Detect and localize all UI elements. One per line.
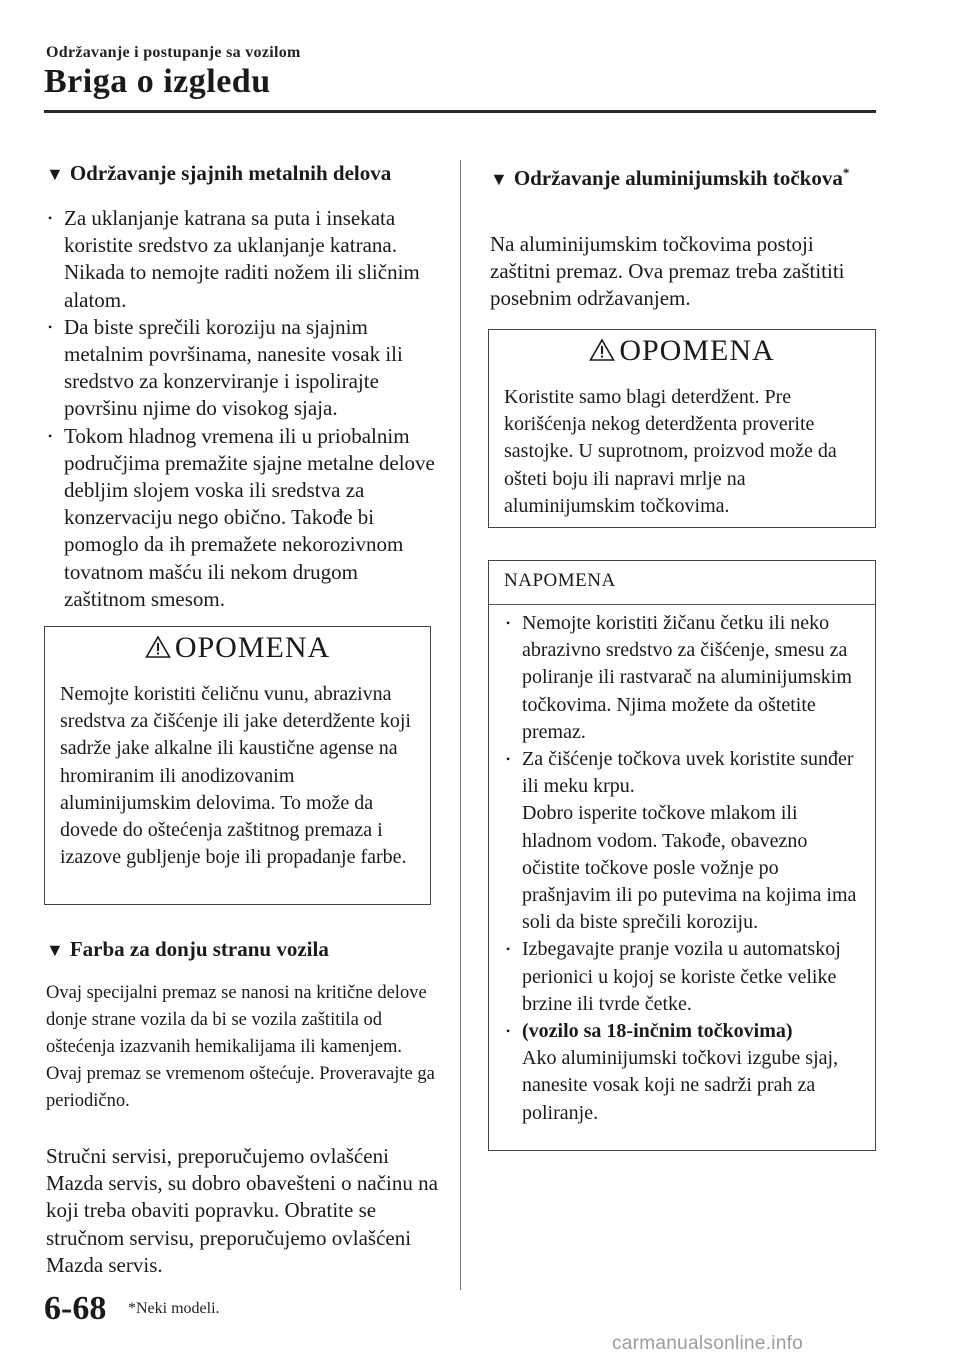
- list-item: • Nemojte koristiti žičanu četku ili neko abrazivno sredstvo za čišćenje, smesu za poliranje ili rastvarač na aluminijumskim točkovima. Njima možete da oštetite premaz.: [504, 610, 863, 746]
- list-item-subtitle: • (vozilo sa 18-inčnim točkovima): [522, 1020, 793, 1043]
- note-bullets: [504, 610, 863, 1127]
- note-divider: [489, 604, 875, 605]
- heading-shiny-metal: [46, 158, 446, 189]
- footnote-mark: *: [842, 165, 850, 180]
- caution-title-row: [45, 631, 430, 667]
- note-box: [488, 560, 876, 1151]
- section-label: Održavanje i postupanje sa vozilom: [46, 44, 301, 61]
- watermark: carmanualsonline.info: [612, 1333, 804, 1354]
- list-item: • Za uklanjanje katrana sa puta i insekata koristite sredstvo za uklanjanje katrana. Nikada to nemojte raditi nožem ili sličnim alatom.: [46, 205, 438, 314]
- caution-body: Nemojte koristiti čeličnu vunu, abrazivna sredstva za čišćenje ili jake deterdžente koji sadrže jake alkalne ili kaustične agense na hromiranim ili anodizovanim aluminijumskim delovima. To može da dovede do oštećenja zaštitnog premaza i izazove gubljenje boje ili propadanje farbe.: [60, 683, 411, 869]
- heading-aluminum-wheels: [490, 158, 870, 194]
- footnote: *Neki modeli.: [128, 1300, 220, 1317]
- triangle-down-icon: ▼: [46, 940, 64, 960]
- list-item-continuation: Dobro isperite točkove mlakom ili hladnom vodom. Takođe, obavezno očistite točkove posle vožnje po prašnjavim ili po putevima na kojima ima soli da biste sprečili koroziju.: [522, 802, 857, 934]
- caution-box-metal: [44, 626, 431, 905]
- triangle-down-icon: ▼: [490, 169, 508, 189]
- list-item-text: • Za čišćenje točkova uvek koristite sunđer ili meku krpu.: [522, 748, 854, 798]
- caution-title: OPOMENA: [619, 334, 775, 367]
- heading-shiny-metal-text: Održavanje sjajnih metalnih delova: [69, 161, 392, 185]
- caution-title-row: [489, 334, 875, 370]
- caution-box-wheels: [488, 329, 876, 528]
- page-title: Briga o izgledu: [44, 63, 271, 100]
- page-number: 6-68: [44, 1290, 107, 1327]
- caution-body: Koristite samo blagi deterdžent. Pre korišćenja nekog deterdženta proverite sastojke. U suprotnom, proizvod može da ošteti boju ili napravi mrlje na aluminijumskim točkovima.: [504, 386, 837, 517]
- underbody-paragraph: Ovaj specijalni premaz se nanosi na kritične delove donje strane vozila da bi se vozila zaštitila od oštećenja izazvanih hemikalijama ili kamenjem. Ovaj premaz se vremenom oštećuje. Proveravajte ga periodično.: [46, 983, 435, 1111]
- list-item: • Tokom hladnog vremena ili u priobalnim područjima premažite sjajne metalne delove debljim slojem voska ili sredstva za konzervaciju nego obično. Takođe bi pomoglo da ih premažete nekorozivnom tovatnom mašću ili nekom drugom zaštitnom smesom.: [46, 423, 438, 613]
- header-rule: [44, 110, 876, 113]
- service-paragraph: Stručni servisi, preporučujemo ovlašćeni Mazda servis, su dobro obavešteni o načinu na koji treba obaviti popravku. Obratite se stručnom servisu, preporučujemo ovlašćeni Mazda servis.: [46, 1144, 438, 1277]
- shiny-metal-bullets: [46, 205, 438, 613]
- heading-underbody: [46, 934, 446, 965]
- list-item: [504, 1018, 863, 1127]
- heading-underbody-text: Farba za donju stranu vozila: [69, 937, 329, 961]
- list-item: [504, 746, 863, 936]
- warning-triangle-icon: [589, 336, 615, 370]
- warning-triangle-icon: [145, 633, 171, 667]
- triangle-down-icon: ▼: [46, 164, 64, 184]
- note-title: NAPOMENA: [504, 570, 616, 591]
- column-divider: [460, 160, 461, 1290]
- caution-title: OPOMENA: [174, 631, 331, 664]
- list-item: • Izbegavajte pranje vozila u automatskoj perionici u kojoj se koriste četke velike brzine ili tvrde četke.: [504, 936, 863, 1018]
- wheels-intro: Na aluminijumskim točkovima postoji zaštitni premaz. Ova premaz treba zaštititi posebnim održavanjem.: [490, 232, 845, 311]
- heading-aluminum-wheels-text: Održavanje aluminijumskih točkova: [513, 166, 843, 190]
- list-item-text: Ako aluminijumski točkovi izgube sjaj, nanesite vosak koji ne sadrži prah za poliranje.: [522, 1047, 839, 1124]
- list-item: • Da biste sprečili koroziju na sjajnim metalnim površinama, nanesite vosak ili sredstvo za konzerviranje i ispolirajte površinu njime do visokog sjaja.: [46, 314, 438, 423]
